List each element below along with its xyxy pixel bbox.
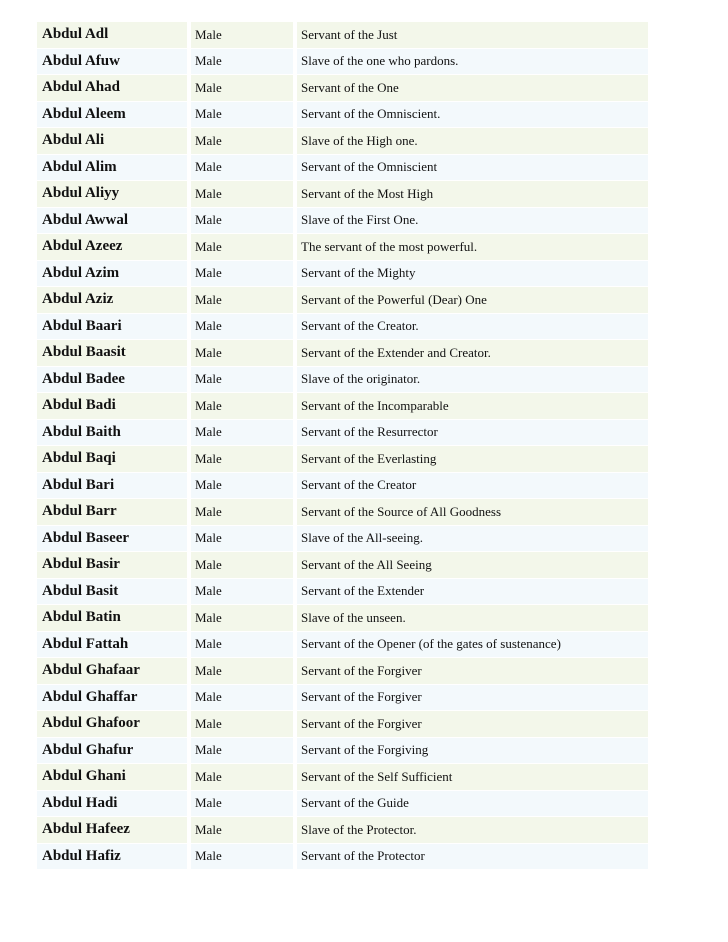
gender-cell: Male <box>191 393 297 419</box>
gender-cell: Male <box>191 340 297 366</box>
table-row <box>37 340 648 366</box>
meaning-cell: Servant of the Forgiving <box>297 738 648 764</box>
gender-cell: Male <box>191 208 297 234</box>
gender-cell: Male <box>191 738 297 764</box>
table-row <box>37 314 648 340</box>
gender-cell: Male <box>191 314 297 340</box>
gender-cell: Male <box>191 526 297 552</box>
gender-cell: Male <box>191 791 297 817</box>
gender-cell: Male <box>191 579 297 605</box>
meaning-cell: Servant of the Omniscient <box>297 155 648 181</box>
table-row <box>37 658 648 684</box>
table-row <box>37 552 648 578</box>
name-cell: Abdul Barr <box>37 499 191 525</box>
name-cell: Abdul Ahad <box>37 75 191 101</box>
table-row <box>37 632 648 658</box>
table-row <box>37 711 648 737</box>
names-table <box>37 21 648 870</box>
table-row <box>37 420 648 446</box>
meaning-cell: Servant of the Forgiver <box>297 711 648 737</box>
name-cell: Abdul Ghaffar <box>37 685 191 711</box>
name-cell: Abdul Baqi <box>37 446 191 472</box>
gender-cell: Male <box>191 287 297 313</box>
table-row <box>37 844 648 870</box>
gender-cell: Male <box>191 605 297 631</box>
name-cell: Abdul Badee <box>37 367 191 393</box>
gender-cell: Male <box>191 102 297 128</box>
gender-cell: Male <box>191 764 297 790</box>
table-row <box>37 685 648 711</box>
meaning-cell: Servant of the Powerful (Dear) One <box>297 287 648 313</box>
gender-cell: Male <box>191 155 297 181</box>
name-cell: Abdul Aliyy <box>37 181 191 207</box>
gender-cell: Male <box>191 234 297 260</box>
table-row <box>37 817 648 843</box>
table-row <box>37 287 648 313</box>
table-row <box>37 181 648 207</box>
name-cell: Abdul Batin <box>37 605 191 631</box>
name-cell: Abdul Awwal <box>37 208 191 234</box>
gender-cell: Male <box>191 499 297 525</box>
name-cell: Abdul Adl <box>37 22 191 48</box>
meaning-cell: The servant of the most powerful. <box>297 234 648 260</box>
table-row <box>37 367 648 393</box>
table-row <box>37 102 648 128</box>
name-cell: Abdul Azeez <box>37 234 191 260</box>
name-cell: Abdul Ghafur <box>37 738 191 764</box>
gender-cell: Male <box>191 22 297 48</box>
name-cell: Abdul Fattah <box>37 632 191 658</box>
meaning-cell: Servant of the Self Sufficient <box>297 764 648 790</box>
gender-cell: Male <box>191 128 297 154</box>
name-cell: Abdul Hafeez <box>37 817 191 843</box>
gender-cell: Male <box>191 49 297 75</box>
table-row <box>37 446 648 472</box>
table-row <box>37 791 648 817</box>
meaning-cell: Servant of the Source of All Goodness <box>297 499 648 525</box>
table-row <box>37 22 648 48</box>
name-cell: Abdul Hadi <box>37 791 191 817</box>
meaning-cell: Slave of the Protector. <box>297 817 648 843</box>
name-cell: Abdul Baith <box>37 420 191 446</box>
table-row <box>37 234 648 260</box>
name-cell: Abdul Bari <box>37 473 191 499</box>
meaning-cell: Servant of the Guide <box>297 791 648 817</box>
meaning-cell: Servant of the Mighty <box>297 261 648 287</box>
table-row <box>37 155 648 181</box>
table-row <box>37 526 648 552</box>
gender-cell: Male <box>191 261 297 287</box>
meaning-cell: Servant of the Everlasting <box>297 446 648 472</box>
gender-cell: Male <box>191 632 297 658</box>
name-cell: Abdul Badi <box>37 393 191 419</box>
meaning-cell: Servant of the Extender <box>297 579 648 605</box>
table-row <box>37 393 648 419</box>
name-cell: Abdul Baari <box>37 314 191 340</box>
table-row <box>37 764 648 790</box>
table-row <box>37 499 648 525</box>
meaning-cell: Servant of the Forgiver <box>297 658 648 684</box>
name-cell: Abdul Ghani <box>37 764 191 790</box>
meaning-cell: Servant of the Forgiver <box>297 685 648 711</box>
meaning-cell: Servant of the Omniscient. <box>297 102 648 128</box>
meaning-cell: Servant of the Creator <box>297 473 648 499</box>
meaning-cell: Slave of the originator. <box>297 367 648 393</box>
meaning-cell: Servant of the Opener (of the gates of sustenance) <box>297 632 648 658</box>
name-cell: Abdul Azim <box>37 261 191 287</box>
meaning-cell: Servant of the Most High <box>297 181 648 207</box>
table-row <box>37 75 648 101</box>
gender-cell: Male <box>191 420 297 446</box>
table-row <box>37 579 648 605</box>
gender-cell: Male <box>191 844 297 870</box>
name-cell: Abdul Baasit <box>37 340 191 366</box>
gender-cell: Male <box>191 711 297 737</box>
name-cell: Abdul Basit <box>37 579 191 605</box>
meaning-cell: Servant of the Resurrector <box>297 420 648 446</box>
gender-cell: Male <box>191 552 297 578</box>
table-row <box>37 261 648 287</box>
meaning-cell: Servant of the One <box>297 75 648 101</box>
name-cell: Abdul Ghafaar <box>37 658 191 684</box>
table-row <box>37 738 648 764</box>
meaning-cell: Slave of the All-seeing. <box>297 526 648 552</box>
table-row <box>37 128 648 154</box>
meaning-cell: Slave of the High one. <box>297 128 648 154</box>
table-row <box>37 605 648 631</box>
name-cell: Abdul Aziz <box>37 287 191 313</box>
names-table-body <box>37 22 648 869</box>
meaning-cell: Servant of the Incomparable <box>297 393 648 419</box>
name-cell: Abdul Basir <box>37 552 191 578</box>
meaning-cell: Servant of the Extender and Creator. <box>297 340 648 366</box>
meaning-cell: Servant of the Just <box>297 22 648 48</box>
gender-cell: Male <box>191 658 297 684</box>
gender-cell: Male <box>191 685 297 711</box>
meaning-cell: Servant of the Creator. <box>297 314 648 340</box>
name-cell: Abdul Ghafoor <box>37 711 191 737</box>
name-cell: Abdul Ali <box>37 128 191 154</box>
gender-cell: Male <box>191 75 297 101</box>
gender-cell: Male <box>191 367 297 393</box>
meaning-cell: Slave of the First One. <box>297 208 648 234</box>
gender-cell: Male <box>191 181 297 207</box>
name-cell: Abdul Hafiz <box>37 844 191 870</box>
gender-cell: Male <box>191 817 297 843</box>
meaning-cell: Slave of the one who pardons. <box>297 49 648 75</box>
meaning-cell: Servant of the Protector <box>297 844 648 870</box>
name-cell: Abdul Baseer <box>37 526 191 552</box>
table-row <box>37 49 648 75</box>
meaning-cell: Slave of the unseen. <box>297 605 648 631</box>
table-row <box>37 208 648 234</box>
gender-cell: Male <box>191 473 297 499</box>
name-cell: Abdul Alim <box>37 155 191 181</box>
name-cell: Abdul Aleem <box>37 102 191 128</box>
meaning-cell: Servant of the All Seeing <box>297 552 648 578</box>
name-cell: Abdul Afuw <box>37 49 191 75</box>
table-row <box>37 473 648 499</box>
gender-cell: Male <box>191 446 297 472</box>
